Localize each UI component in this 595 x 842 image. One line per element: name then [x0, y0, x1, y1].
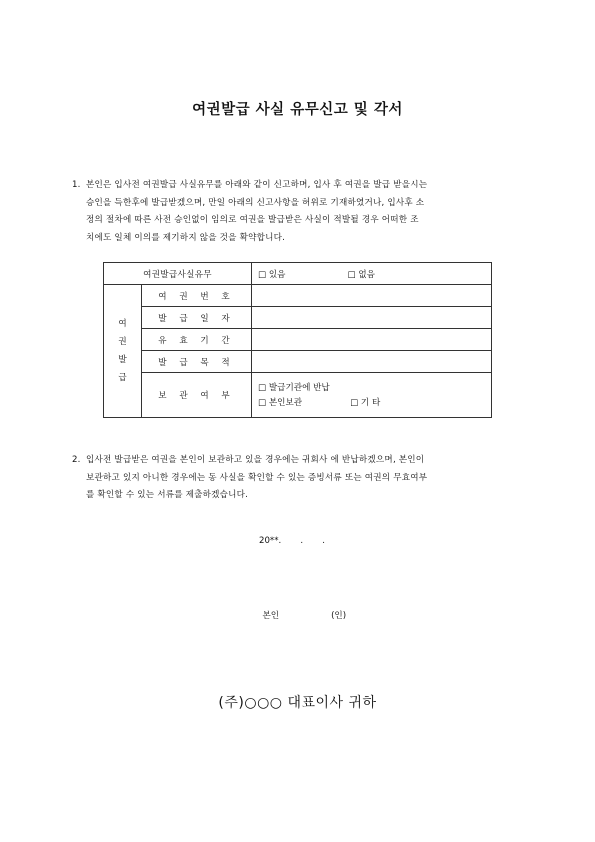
signer-label: 본인 [262, 611, 280, 621]
option-no-checkbox[interactable]: □ 없음 [347, 269, 375, 280]
table-row [104, 373, 492, 418]
passport-issuance-side-label [104, 285, 142, 418]
option-yes-checkbox[interactable]: □ 있음 [258, 269, 286, 280]
passport-number-label: 여 권 번 호 [142, 285, 252, 307]
paragraph-number: 1. [72, 180, 81, 190]
issuance-status-label: 여권발급사실유무 [104, 263, 252, 285]
paragraph-line: 를 확인할 수 있는 서류를 제출하겠습니다. [86, 490, 249, 500]
seal-mark: (인) [331, 611, 347, 621]
validity-period-label: 유 효 기 간 [142, 329, 252, 351]
paragraph-line: 본인은 입사전 여권발급 사실유무를 아래와 같이 신고하며, 입사 후 여권을 발급 받을시는 [86, 180, 428, 190]
paragraph-line: 입사전 발급받은 여권을 본인이 보관하고 있을 경우에는 귀회사 에 반납하겠으며, 본인이 [86, 455, 425, 465]
option-self-kept-checkbox[interactable]: □ 본인보관 [258, 397, 303, 408]
paragraph-number: 2. [72, 455, 81, 465]
issue-date-label: 발 급 일 자 [142, 307, 252, 329]
table-row [104, 351, 492, 373]
paragraph-line: 보관하고 있지 아니한 경우에는 동 사실을 확인할 수 있는 증빙서류 또는 여권의 무효여부 [86, 472, 428, 483]
paragraph-line: 승인을 득한후에 발급받겠으며, 만일 아래의 신고사항을 허위로 기재하였거나, 입사후 소 [86, 197, 425, 208]
issue-date-field[interactable] [252, 307, 492, 329]
date-line: 20**. . . [259, 536, 325, 546]
passport-number-field[interactable] [252, 285, 492, 307]
side-label-char: 발 [118, 355, 127, 365]
table-row [104, 263, 492, 285]
pledge-paragraph-1 [72, 177, 510, 247]
passport-report-table [103, 262, 492, 418]
side-label-char: 여 [118, 319, 127, 329]
pledge-paragraph-2 [72, 452, 510, 505]
storage-status-label: 보 관 여 부 [142, 373, 252, 418]
issue-purpose-field[interactable] [252, 351, 492, 373]
paragraph-line: 정의 절차에 따른 사전 승인없이 임의로 여권을 발급받은 사실이 적발될 경우 어떠한 조 [86, 215, 419, 225]
recipient-line: (주)○○○ 대표이사 귀하 [218, 695, 377, 711]
issue-purpose-label: 발 급 목 적 [142, 351, 252, 373]
table-row [104, 307, 492, 329]
side-label-char: 급 [118, 373, 127, 383]
document-title: 여권발급 사실 유무신고 및 각서 [192, 102, 403, 118]
validity-period-field[interactable] [252, 329, 492, 351]
signature-line [257, 599, 346, 621]
table-row [104, 285, 492, 307]
option-returned-checkbox[interactable]: □ 발급기관에 반납 [258, 382, 330, 393]
side-label-char: 권 [118, 337, 127, 347]
option-other-checkbox[interactable]: □ 기 타 [350, 397, 381, 408]
issuance-status-options [252, 263, 492, 285]
storage-status-options [252, 373, 492, 418]
paragraph-line: 치에도 일체 이의를 제기하지 않을 것을 확약합니다. [86, 232, 286, 243]
table-row [104, 329, 492, 351]
